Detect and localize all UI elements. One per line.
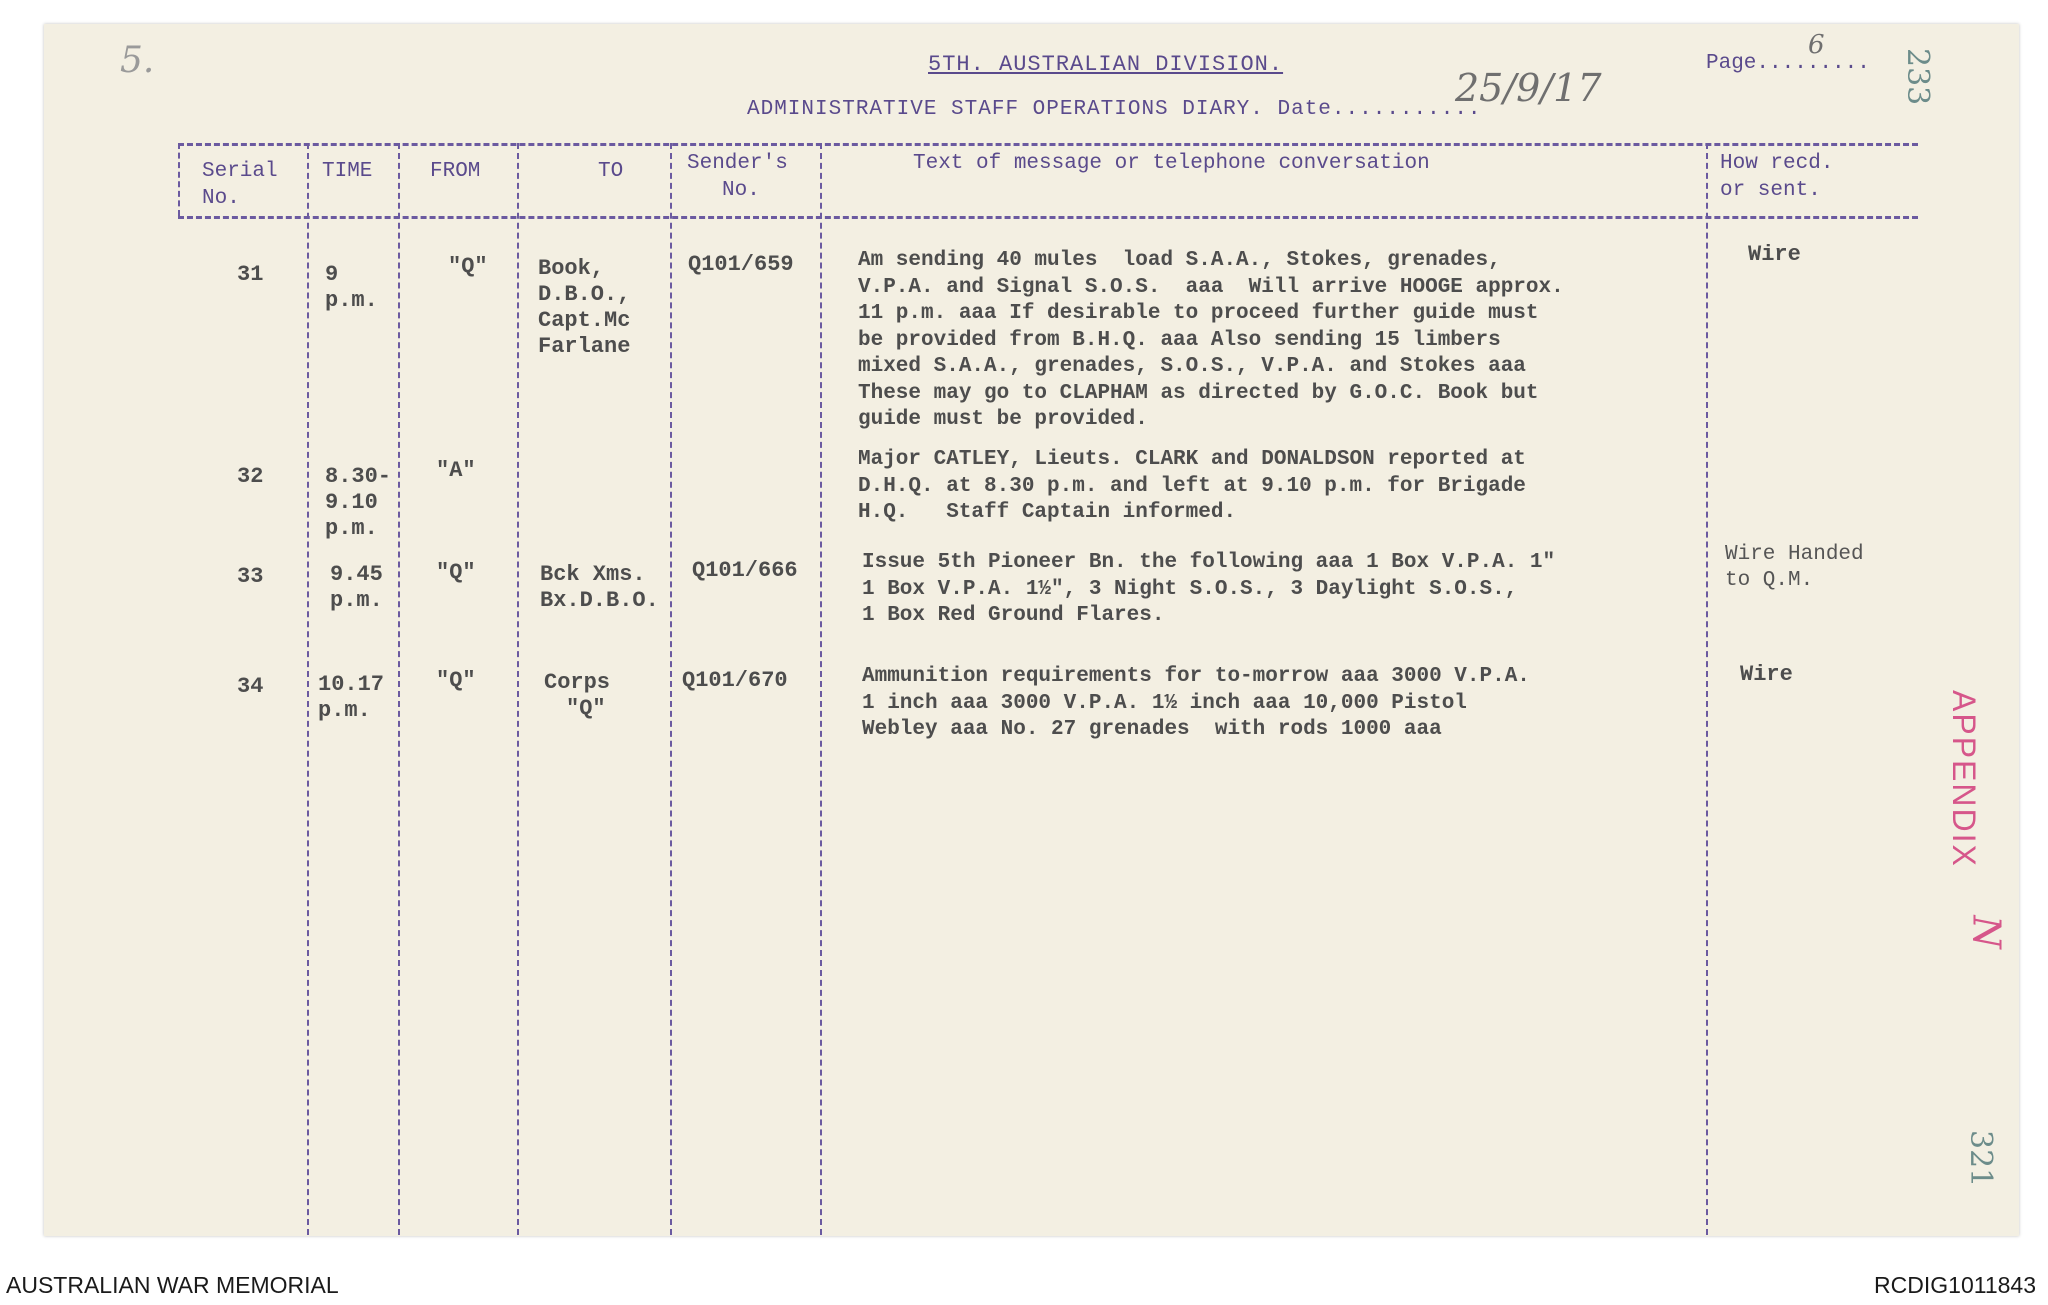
entry-to-line: "Q" bbox=[566, 696, 606, 721]
entry-text-line: These may go to CLAPHAM as directed by G.O.C. Book but bbox=[858, 381, 1539, 405]
col-time: TIME bbox=[322, 160, 373, 183]
folio-stamp-top: 233 bbox=[1900, 48, 1935, 106]
entry-text-line: Ammunition requirements for to-morrow aaa 3000 V.P.A. bbox=[862, 665, 1530, 688]
entry-time-line: 9.45 bbox=[330, 562, 383, 587]
diary-sheet bbox=[44, 24, 2019, 1236]
entry-serial: 31 bbox=[237, 262, 264, 287]
entry-to bbox=[544, 670, 610, 722]
entry-to bbox=[538, 256, 630, 360]
entry-text bbox=[862, 664, 1530, 744]
entry-text-line: Major CATLEY, Lieuts. CLARK and DONALDSON reported at bbox=[858, 448, 1526, 471]
entry-text-line: Am sending 40 mules load S.A.A., Stokes, grenades, bbox=[858, 249, 1501, 272]
entry-text-line: be provided from B.H.Q. aaa Also sending 15 limbers bbox=[858, 328, 1501, 352]
entry-time bbox=[318, 672, 384, 724]
entry-from: "Q" bbox=[448, 254, 488, 279]
col-from: FROM bbox=[430, 160, 481, 183]
table-top-rule bbox=[178, 143, 1918, 146]
entry-time-line: p.m. bbox=[325, 288, 378, 313]
entry-serial: 32 bbox=[237, 464, 264, 489]
entry-text-line: D.H.Q. at 8.30 p.m. and left at 9.10 p.m. for Brigade bbox=[858, 474, 1526, 498]
corner-mark: 5. bbox=[120, 40, 155, 81]
entry-serial: 34 bbox=[237, 674, 264, 699]
column-divider bbox=[178, 143, 180, 216]
entry-text bbox=[862, 550, 1555, 630]
entry-to-line: Farlane bbox=[538, 334, 631, 359]
appendix-letter: N bbox=[1964, 915, 2009, 949]
entry-senders-no: Q101/670 bbox=[682, 668, 788, 693]
col-how-line: How recd. bbox=[1720, 152, 1834, 175]
entry-time bbox=[325, 464, 391, 542]
col-how bbox=[1720, 150, 1833, 204]
entry-how: Wire bbox=[1748, 242, 1801, 267]
entry-text-line: 1 inch aaa 3000 V.P.A. 1½ inch aaa 10,000 Pistol bbox=[862, 691, 1467, 715]
column-divider bbox=[1706, 143, 1708, 1235]
entry-how bbox=[1725, 542, 1864, 594]
page-label: Page......... bbox=[1706, 52, 1870, 75]
diary-label: ADMINISTRATIVE STAFF OPERATIONS DIARY. bbox=[747, 98, 1264, 121]
entry-time-line: 9.10 bbox=[325, 490, 378, 515]
entry-text-line: 11 p.m. aaa If desirable to proceed further guide must bbox=[858, 302, 1539, 325]
entry-to-line: Bx.D.B.O. bbox=[540, 588, 659, 613]
entry-text-line: Issue 5th Pioneer Bn. the following aaa 1 Box V.P.A. 1" bbox=[862, 551, 1556, 574]
entry-to bbox=[540, 562, 659, 614]
entry-how-line: to Q.M. bbox=[1725, 569, 1814, 592]
column-divider bbox=[517, 143, 519, 1235]
col-to: TO bbox=[598, 160, 624, 183]
entry-text-line: guide must be provided. bbox=[858, 408, 1148, 431]
entry-time-line: 9 bbox=[325, 262, 339, 287]
entry-to-line: Book, bbox=[538, 256, 605, 281]
entry-text-line: mixed S.A.A., grenades, S.O.S., V.P.A. and Stokes aaa bbox=[858, 355, 1526, 378]
entry-to-line: Capt.Mc bbox=[538, 308, 631, 333]
entry-senders-no: Q101/659 bbox=[688, 252, 794, 277]
entry-from: "Q" bbox=[436, 668, 476, 693]
entry-time-line: p.m. bbox=[330, 588, 383, 613]
entry-time-line: 10.17 bbox=[318, 672, 385, 697]
entry-time-line: p.m. bbox=[325, 516, 378, 541]
entry-time-line: p.m. bbox=[318, 698, 371, 723]
entry-time bbox=[330, 562, 383, 614]
col-serial-line: Serial bbox=[202, 160, 278, 183]
date-label: Date........... bbox=[1277, 98, 1482, 121]
entry-to-line: Corps bbox=[544, 670, 611, 695]
entry-from: "A" bbox=[436, 458, 476, 483]
column-divider bbox=[820, 143, 822, 1235]
diary-title bbox=[747, 98, 1482, 121]
page-number: 6 bbox=[1808, 30, 1825, 60]
column-divider bbox=[398, 143, 400, 1235]
col-text: Text of message or telephone conversation bbox=[913, 152, 1430, 175]
entry-text-line: V.P.A. and Signal S.O.S. aaa Will arrive HOOGE approx. bbox=[858, 275, 1564, 299]
column-divider bbox=[670, 143, 672, 1235]
entry-serial: 33 bbox=[237, 564, 264, 589]
col-senders bbox=[687, 150, 788, 204]
entry-text bbox=[858, 248, 1564, 434]
appendix-stamp: APPENDIX bbox=[1946, 690, 1982, 868]
entry-time-line: 8.30- bbox=[325, 464, 392, 489]
entry-text-line: Webley aaa No. 27 grenades with rods 1000 aaa bbox=[862, 718, 1442, 741]
col-how-line: or sent. bbox=[1720, 179, 1821, 202]
entry-text-line: 1 Box V.P.A. 1½", 3 Night S.O.S., 3 Daylight S.O.S., bbox=[862, 577, 1518, 601]
division-title: 5TH. AUSTRALIAN DIVISION. bbox=[928, 52, 1284, 77]
folio-stamp-bottom: 321 bbox=[1963, 1130, 1998, 1188]
entry-to-line: D.B.O., bbox=[538, 282, 631, 307]
entry-how: Wire bbox=[1740, 662, 1793, 687]
table-header-rule bbox=[178, 216, 1918, 219]
entry-how-line: Wire Handed bbox=[1725, 543, 1864, 566]
footer-left: AUSTRALIAN WAR MEMORIAL bbox=[6, 1272, 339, 1298]
entry-time bbox=[325, 262, 378, 314]
entry-senders-no: Q101/666 bbox=[692, 558, 798, 583]
entry-text bbox=[858, 447, 1526, 527]
col-senders-line: Sender's bbox=[687, 152, 788, 175]
date-value: 25/9/17 bbox=[1455, 66, 1602, 110]
footer-right: RCDIG1011843 bbox=[1874, 1272, 2036, 1298]
entry-to-line: Bck Xms. bbox=[540, 562, 646, 587]
col-senders-line: No. bbox=[722, 179, 760, 202]
entry-text-line: H.Q. Staff Captain informed. bbox=[858, 501, 1237, 524]
column-divider bbox=[307, 143, 309, 1235]
col-serial bbox=[202, 158, 278, 212]
col-serial-line: No. bbox=[202, 187, 240, 210]
entry-from: "Q" bbox=[436, 560, 476, 585]
entry-text-line: 1 Box Red Ground Flares. bbox=[862, 604, 1165, 627]
